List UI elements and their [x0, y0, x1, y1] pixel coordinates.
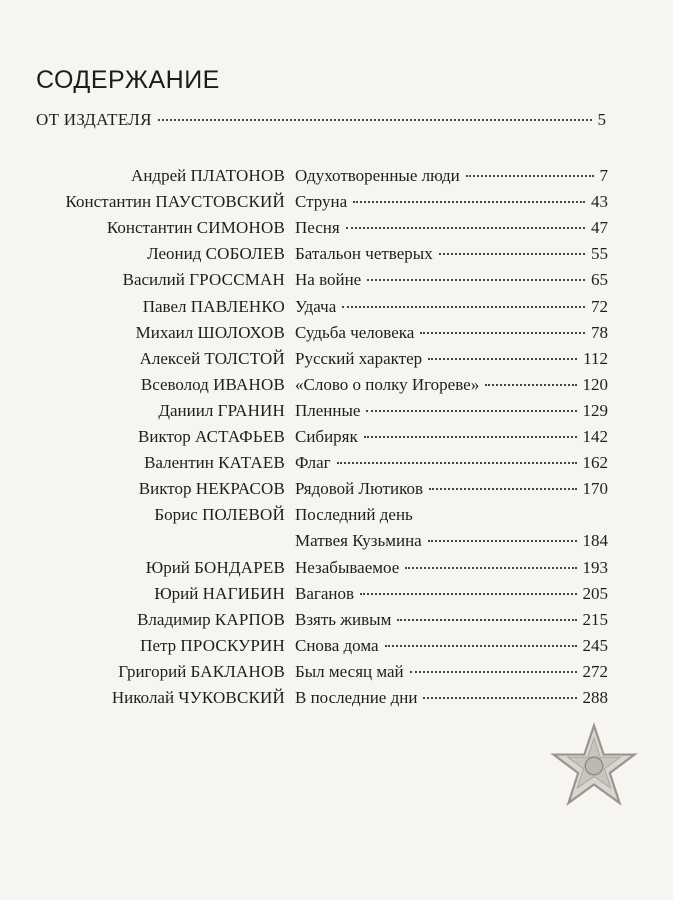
author-name	[158, 401, 285, 421]
dot-leader	[364, 436, 577, 438]
story-title: Был месяц май	[295, 661, 404, 681]
author-name	[154, 505, 285, 525]
title-line	[295, 375, 608, 395]
title-line	[295, 349, 608, 369]
toc-entry[interactable]	[0, 244, 673, 270]
author-name	[66, 192, 285, 212]
page-number: 184	[582, 531, 608, 551]
author-last-name: СИМОНОВ	[196, 218, 285, 238]
author-name	[147, 244, 285, 264]
title-line	[295, 531, 608, 551]
author-last-name: ПАВЛЕНКО	[190, 296, 285, 316]
story-title: Удача	[295, 296, 337, 316]
author-last-name: КАТАЕВ	[218, 453, 285, 473]
title-line	[295, 323, 608, 343]
title-line	[295, 558, 608, 578]
page-number: 245	[582, 635, 608, 655]
title-line	[295, 218, 608, 238]
author-name	[107, 218, 285, 238]
author-last-name: ШОЛОХОВ	[197, 322, 285, 342]
page-number: 205	[582, 583, 608, 603]
author-first-name: Леонид	[147, 244, 206, 264]
title-line	[295, 453, 608, 473]
page-number: 120	[582, 374, 608, 394]
page-number: 72	[591, 296, 608, 316]
author-first-name: Виктор	[138, 427, 195, 446]
author-first-name: Константин	[106, 218, 197, 238]
dot-leader	[342, 306, 585, 308]
publisher-title: ОТ ИЗДАТЕЛЯ	[36, 110, 152, 129]
story-title: Рядовой Лютиков	[295, 479, 423, 499]
story-title: Сибиряк	[295, 427, 358, 446]
star-emblem	[585, 757, 603, 775]
dot-leader	[410, 671, 577, 673]
toc-entry[interactable]	[0, 610, 673, 636]
story-title: «Слово о полку Игореве»	[295, 374, 480, 394]
toc-entry[interactable]	[0, 427, 673, 453]
author-last-name: НЕКРАСОВ	[195, 479, 285, 499]
story-title: В последние дни	[295, 688, 418, 707]
author-last-name: БАКЛАНОВ	[190, 661, 285, 681]
toc-entry[interactable]	[0, 297, 673, 323]
page-number: 272	[582, 661, 608, 681]
author-first-name: Юрий	[145, 557, 195, 577]
page-number: 170	[582, 479, 608, 499]
story-title: Ваганов	[295, 583, 355, 603]
author-first-name: Даниил	[158, 400, 218, 420]
toc-entry[interactable]	[0, 662, 673, 688]
story-title: Снова дома	[295, 635, 379, 655]
dot-leader	[429, 488, 577, 490]
dot-leader	[428, 540, 577, 542]
story-title: Песня	[295, 218, 340, 238]
page-title: СОДЕРЖАНИЕ	[36, 66, 220, 94]
title-line	[295, 270, 608, 290]
publisher-entry[interactable]	[36, 110, 606, 134]
author-name	[144, 453, 285, 473]
toc-entry[interactable]	[0, 505, 673, 551]
page-number: 55	[591, 244, 608, 264]
toc-entry[interactable]	[0, 218, 673, 244]
dot-leader	[360, 593, 576, 595]
author-first-name: Андрей	[131, 166, 191, 185]
author-name	[138, 427, 285, 447]
dot-leader	[158, 119, 592, 121]
author-name	[131, 166, 285, 186]
author-last-name: ГРОССМАН	[189, 270, 285, 290]
dot-leader	[366, 410, 576, 412]
author-last-name: НАГИБИН	[202, 583, 285, 603]
story-title: Пленные	[295, 400, 361, 420]
title-line	[295, 610, 608, 630]
author-last-name: ТОЛСТОЙ	[204, 348, 285, 368]
title-line	[295, 688, 608, 708]
page-number: 43	[591, 192, 608, 212]
author-name	[123, 270, 285, 290]
story-title: Батальон четверых	[295, 244, 433, 264]
title-line	[295, 166, 608, 186]
toc-entry[interactable]	[0, 323, 673, 349]
publisher-page: 5	[597, 110, 606, 129]
author-name	[140, 636, 285, 656]
toc-entry[interactable]	[0, 636, 673, 662]
title-line	[295, 505, 608, 525]
story-title: Флаг	[295, 453, 331, 473]
author-name	[139, 479, 285, 499]
author-name	[137, 610, 285, 630]
author-first-name: Валентин	[144, 453, 219, 473]
dot-leader	[466, 175, 594, 177]
dot-leader	[397, 619, 576, 621]
story-title: Взять живым	[295, 609, 392, 629]
author-first-name: Алексей	[139, 348, 205, 368]
page-number: 142	[582, 427, 608, 446]
author-last-name: БОНДАРЕВ	[194, 557, 285, 577]
toc-entry[interactable]	[0, 349, 673, 375]
author-first-name: Владимир	[137, 609, 215, 629]
author-first-name: Петр	[140, 635, 181, 655]
author-last-name: ПЛАТОНОВ	[190, 166, 285, 185]
toc-entry[interactable]	[0, 375, 673, 401]
author-first-name: Юрий	[154, 583, 203, 603]
page-number: 129	[582, 400, 608, 420]
author-name	[141, 375, 285, 395]
toc-entry[interactable]	[0, 192, 673, 218]
author-last-name: ГРАНИН	[217, 400, 285, 420]
author-last-name: СОБОЛЕВ	[205, 244, 285, 264]
story-title: Судьба человека	[295, 322, 415, 342]
page-number: 215	[582, 609, 608, 629]
author-last-name: ЧУКОВСКИЙ	[178, 688, 285, 707]
dot-leader	[337, 462, 577, 464]
page-number: 47	[591, 218, 608, 238]
page-number: 112	[583, 348, 608, 368]
author-name	[146, 558, 285, 578]
dot-leader	[385, 645, 577, 647]
author-first-name: Григорий	[118, 661, 191, 681]
author-last-name: КАРПОВ	[214, 609, 285, 629]
author-first-name: Константин	[65, 192, 156, 212]
author-name	[154, 584, 285, 604]
toc-entry[interactable]	[0, 558, 673, 584]
author-last-name: ПАУСТОВСКИЙ	[155, 192, 285, 212]
title-line	[295, 192, 608, 212]
dot-leader	[423, 697, 576, 699]
page-number: 288	[582, 688, 608, 707]
title-line	[295, 244, 608, 264]
page-number: 162	[582, 453, 608, 473]
toc-entry[interactable]	[0, 584, 673, 610]
page-number: 65	[591, 270, 608, 290]
page-number: 78	[591, 322, 608, 342]
toc-entry[interactable]	[0, 688, 673, 714]
author-name	[140, 349, 285, 369]
title-line	[295, 584, 608, 604]
story-title: Незабываемое	[295, 557, 400, 577]
story-title: Одухотворенные люди	[295, 166, 460, 185]
title-line	[295, 479, 608, 499]
title-line	[295, 427, 608, 447]
dot-leader	[420, 332, 585, 334]
author-last-name: ПРОСКУРИН	[180, 635, 285, 655]
red-star-icon	[550, 722, 638, 810]
title-line	[295, 636, 608, 656]
toc-entry[interactable]	[0, 479, 673, 505]
author-name	[143, 297, 285, 317]
story-title: Русский характер	[295, 348, 423, 368]
title-line	[295, 297, 608, 317]
story-title: Струна	[295, 192, 348, 212]
dot-leader	[428, 358, 577, 360]
dot-leader	[485, 384, 576, 386]
story-title: Матвея Кузьмина	[295, 531, 422, 551]
author-last-name: ПОЛЕВОЙ	[202, 505, 285, 525]
author-last-name: АСТАФЬЕВ	[194, 427, 285, 446]
toc-entry[interactable]	[0, 401, 673, 427]
dot-leader	[439, 253, 585, 255]
author-name	[118, 662, 285, 682]
author-first-name: Михаил	[135, 322, 198, 342]
dot-leader	[367, 279, 585, 281]
author-first-name: Василий	[122, 270, 190, 290]
page-number: 193	[582, 557, 608, 577]
author-name	[112, 688, 285, 708]
dot-leader	[346, 227, 585, 229]
author-first-name: Николай	[111, 688, 179, 707]
title-line	[295, 401, 608, 421]
page-number: 7	[599, 166, 608, 185]
toc-entry[interactable]	[0, 166, 673, 192]
title-line	[295, 662, 608, 682]
author-first-name: Всеволод	[140, 374, 214, 394]
author-name	[136, 323, 285, 343]
story-title: На войне	[295, 270, 362, 290]
story-title: Последний день	[295, 505, 413, 525]
toc-entry[interactable]	[0, 270, 673, 296]
dot-leader	[405, 567, 576, 569]
author-first-name: Виктор	[138, 479, 196, 499]
toc-entry[interactable]	[0, 453, 673, 479]
author-last-name: ИВАНОВ	[213, 374, 285, 394]
author-first-name: Павел	[142, 296, 191, 316]
author-first-name: Борис	[154, 505, 203, 525]
dot-leader	[353, 201, 585, 203]
